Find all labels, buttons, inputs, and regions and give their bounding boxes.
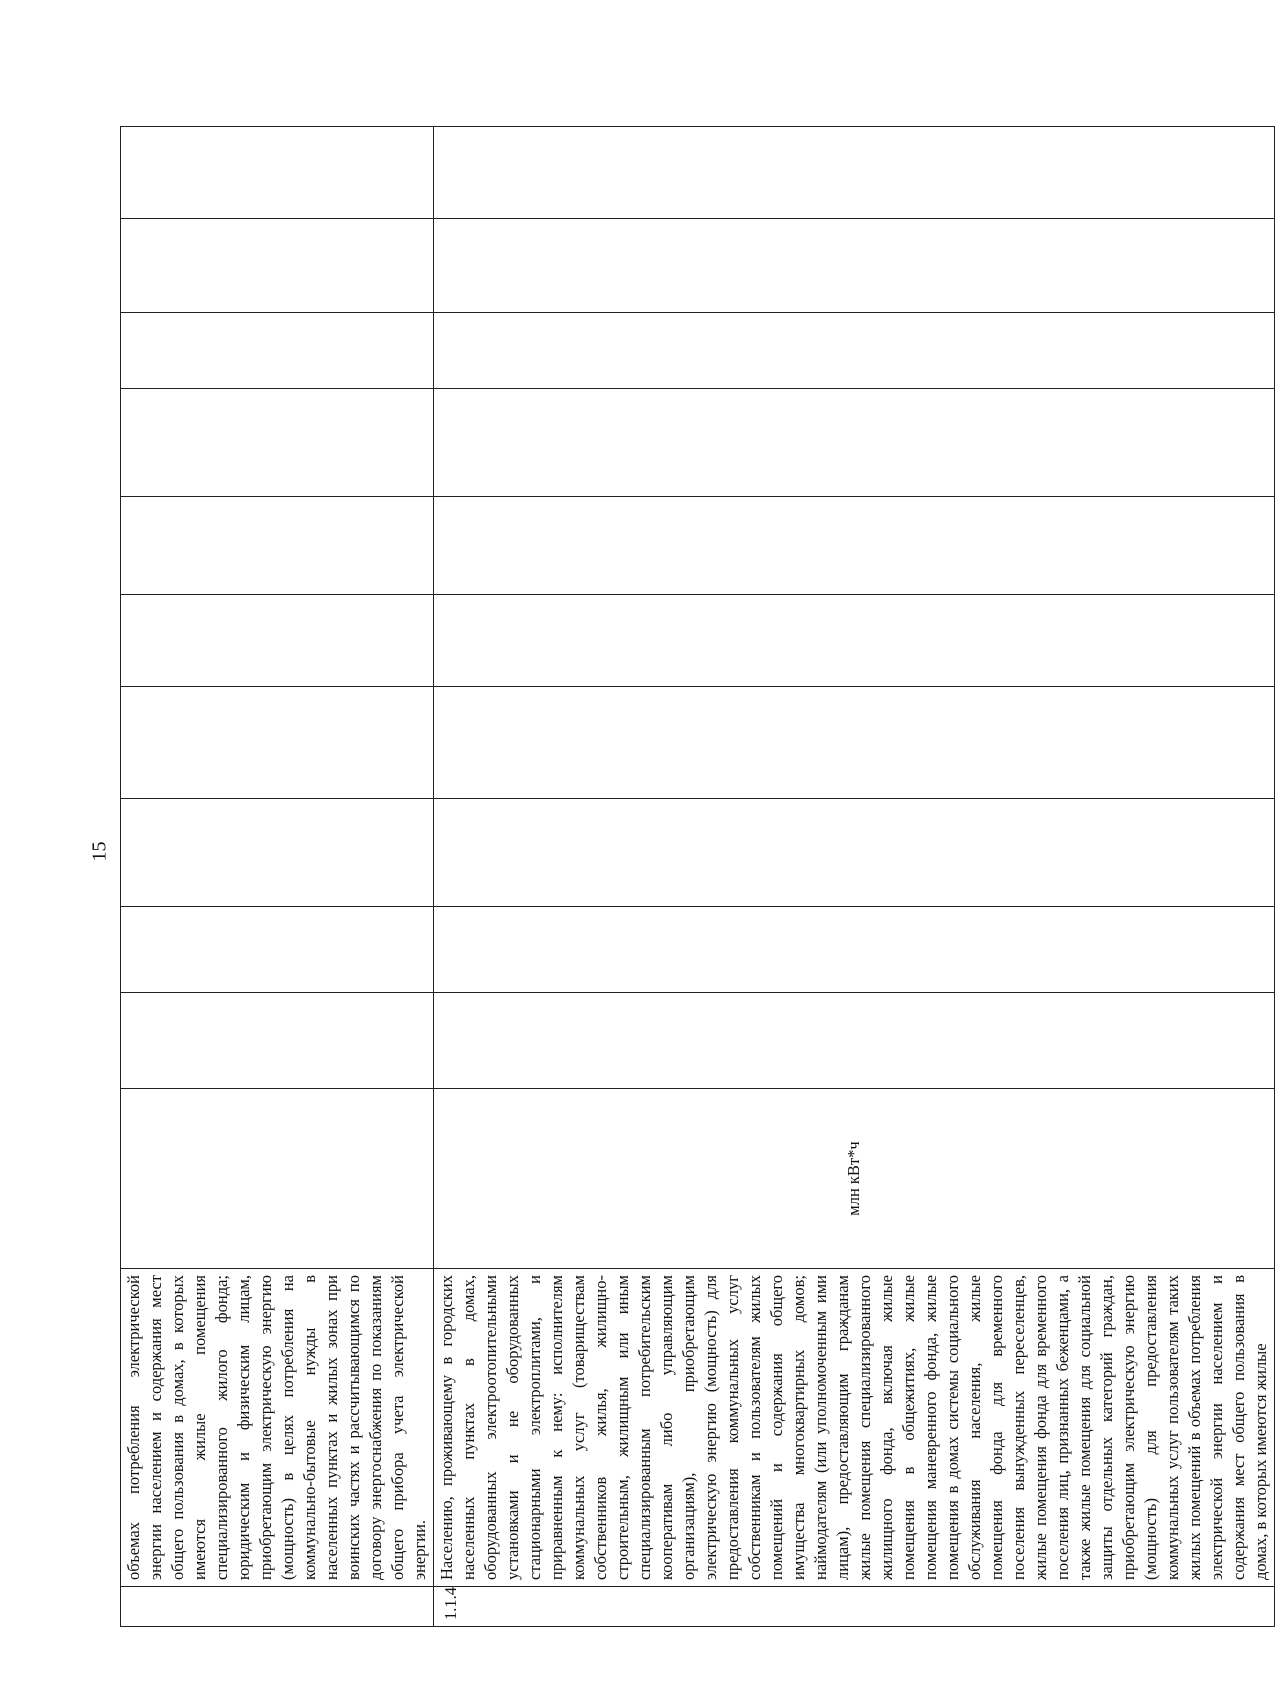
row-description: объемах потребления электрической энергии населением и содержания мест общего пользования в домах, в которых имеются жилые помещения специализированного жилого фонда; юридическим и физическим лицам, приобретающим электрическую энергию (мощность) в целях потребления на коммунально-бытовые нужды в населенных пунктах и жилых зонах при воинских частях и рассчитывающимся по договору энергоснабжения по показаниям общего прибора учета электрической энергии. <box>121 1269 434 1587</box>
tariff-table <box>120 126 1275 1627</box>
value-cell <box>121 907 434 993</box>
value-cell <box>434 389 1275 497</box>
value-cell <box>121 687 434 799</box>
value-cell <box>434 497 1275 595</box>
row-unit <box>121 1089 434 1269</box>
value-cell <box>434 313 1275 389</box>
row-number <box>121 1587 434 1627</box>
row-number: 1.1.4 <box>434 1587 1275 1627</box>
row-unit: млн кВт*ч <box>434 1089 1275 1269</box>
value-cell <box>121 127 434 219</box>
value-cell <box>434 993 1275 1089</box>
value-cell <box>434 595 1275 687</box>
value-cell <box>434 907 1275 993</box>
value-cell <box>121 993 434 1089</box>
value-cell <box>121 389 434 497</box>
value-cell <box>121 313 434 389</box>
table-row <box>434 127 1275 1627</box>
table-sheet <box>120 127 1270 1627</box>
value-cell <box>121 799 434 907</box>
value-cell <box>434 799 1275 907</box>
row-description: Населению, проживающему в городских населенных пунктах в домах, оборудованных электроотопительными установками и не оборудованных стационарными электроплитами, и приравненным к нему: исполнителям коммунальных услуг (товариществам собственников жилья, жилищно-строительным, жилищным или иным специализированным потребительским кооперативам либо управляющим организациям), приобретающим электрическую энергию (мощность) для предоставления коммунальных услуг собственникам и пользователям жилых помещений и содержания общего имущества многоквартирных домов; наймодателям (или уполномоченным ими лицам), предоставляющим гражданам жилые помещения специализированного жилищного фонда, включая жилые помещения в общежитиях, жилые помещения маневренного фонда, жилые помещения в домах системы социального обслуживания населения, жилые помещения фонда для временного поселения вынужденных переселенцев, жилые помещения фонда для временного поселения лиц, признанных беженцами, а также жилые помещения для социальной защиты отдельных категорий граждан, приобретающим электрическую энергию (мощность) для предоставления коммунальных услуг пользователям таких жилых помещений в объемах потребления электрической энергии населением и содержания мест общего пользования в домах, в которых имеются жилые <box>434 1269 1275 1587</box>
value-cell <box>121 219 434 313</box>
value-cell <box>121 497 434 595</box>
value-cell <box>434 127 1275 219</box>
table-row <box>121 127 434 1627</box>
value-cell <box>434 219 1275 313</box>
page-number: 15 <box>88 841 111 862</box>
value-cell <box>121 595 434 687</box>
value-cell <box>434 687 1275 799</box>
